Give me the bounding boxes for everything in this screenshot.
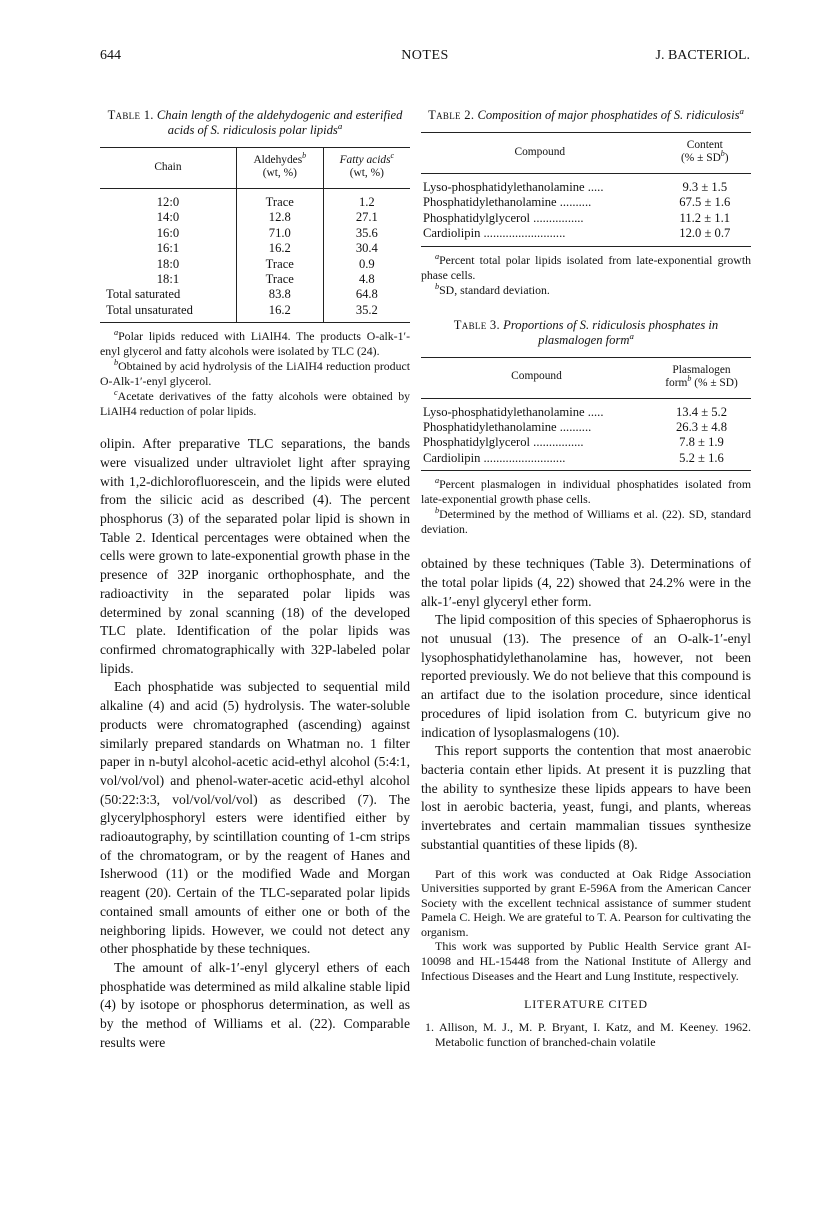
table3-cell-value: 26.3 ± 4.8 xyxy=(676,420,727,435)
table1-col-aldehydes-mark: b xyxy=(302,151,307,161)
left-body-text xyxy=(100,435,410,1052)
table1-cell-fatty: 35.2 xyxy=(323,303,410,323)
table-row xyxy=(100,226,410,241)
table1-footnote xyxy=(100,389,410,419)
table3-footnote xyxy=(421,507,751,537)
table1-cell-aldehydes: 16.2 xyxy=(236,303,323,323)
body-paragraph: The amount of alk-1′-enyl glyceryl ethers of each phosphatide was determined as mild alkaline stable lipid (4) by isotope or phosphorus determination, as well as by the method of Williams et al. (22). Comparable results were xyxy=(100,959,410,1050)
table1-cell-chain: 18:0 xyxy=(156,256,180,271)
table1-col-aldehydes-unit: (wt, %) xyxy=(262,167,297,179)
table-row xyxy=(100,210,410,225)
table2-caption-text: Composition of major phosphatides of S. ridiculosis xyxy=(477,108,740,122)
table2-cell-value: 12.0 ± 0.7 xyxy=(659,226,751,246)
table1-cell-fatty: 1.2 xyxy=(323,189,410,211)
table-row xyxy=(421,398,751,420)
table1-caption-text: Chain length of the aldehydogenic and esterified acids of S. ridiculosis polar lipids xyxy=(156,108,403,137)
right-body-text xyxy=(421,555,751,854)
table2-col-content xyxy=(659,133,751,174)
table-row xyxy=(100,189,410,211)
right-column xyxy=(421,105,751,1049)
table3-col-value-line2: form xyxy=(665,376,688,389)
table1-cell-chain: 18:1 xyxy=(156,272,180,287)
table3-cell-value: 7.8 ± 1.9 xyxy=(679,435,724,450)
table3-cell-name: Phosphatidylglycerol ................ xyxy=(423,435,584,450)
table2-label: Table 2. xyxy=(428,108,475,122)
table1-col-fatty-unit: (wt, %) xyxy=(349,167,384,179)
table3-cell-value: 5.2 ± 1.6 xyxy=(652,451,751,471)
body-paragraph: olipin. After preparative TLC separations, the bands were visualized under ultraviolet light after spraying with 1,2-dichlorofluorescein, and the lipids were eluted from the silicic acid as described (4). The percent phosphorus (3) of the separated polar lipid is shown in Table 2. Identical percentages were obtained when the cells were grown to late-exponential growth phase in the presence of 32P inorganic orthophosphate, and the radioactivity in the separated polar lipids was determined by zonal scanning (18) of the developed TLC plate. Identification of the polar lipids was confirmed chromatographically with 32P-labeled polar lipids. xyxy=(100,436,410,676)
table3-col-value-mark: b xyxy=(687,373,692,383)
table1-col-aldehydes-label: Aldehydes xyxy=(253,154,303,166)
table1-cell-aldehydes: Trace xyxy=(236,257,323,272)
footnote-text: SD, standard deviation. xyxy=(439,282,550,297)
table1-footnote xyxy=(100,329,410,359)
footnote-mark: a xyxy=(435,476,440,486)
table-row xyxy=(421,195,751,210)
body-paragraph: The lipid composition of this species of Sphaerophorus is not unusual (13). The presence of an O-alk-1′-enyl lysophosphatidylethanolamine has, however, not been reported previously. We do not believe that this compound is an artifact due to the isolation procedure, since identical procedures of lipid isolation from C. butyricum give no indication of lysoplasmalogens (10). xyxy=(421,612,751,740)
table1-cell-aldehydes: 83.8 xyxy=(236,287,323,302)
ack-paragraph: This work was supported by Public Health Service grant AI-10098 and HL-15448 from the National Institute of Allergy and Infectious Diseases and the Heart and Lung Institute, respectively. xyxy=(421,939,751,983)
acknowledgments xyxy=(421,867,751,984)
table-row xyxy=(421,435,751,450)
table1-caption xyxy=(104,108,406,138)
ack-paragraph: Part of this work was conducted at Oak Ridge Association Universities supported by grant E-596A from the American Cancer Society with the excellent technical assistance of summer student Pamela C. Heigh. We are grateful to T. A. Pearson for cultivating the organism. xyxy=(421,866,751,939)
footnote-text: Obtained by acid hydrolysis of the LiAlH4 reduction product O-Alk-1′-enyl glycerol. xyxy=(100,359,410,389)
table1-footnote xyxy=(100,359,410,389)
footnote-mark: b xyxy=(435,281,440,291)
table3-cell-name: Lyso-phosphatidylethanolamine ..... xyxy=(423,404,604,419)
reference-item: 1. Allison, M. J., M. P. Bryant, I. Katz, and M. Keeney. 1962. Metabolic function of branched-chain volatile xyxy=(425,1019,751,1049)
page-number: 644 xyxy=(100,48,121,63)
table3-caption xyxy=(425,318,747,348)
table1-cell-fatty: 0.9 xyxy=(323,257,410,272)
table2-cell-name: Lyso-phosphatidylethanolamine ..... xyxy=(423,180,604,194)
table2-caption-mark: a xyxy=(739,105,744,116)
table1-cell-chain: Total saturated xyxy=(106,287,181,302)
footnote-mark: b xyxy=(435,506,440,516)
table2-cell-value: 11.2 ± 1.1 xyxy=(679,210,731,225)
table2-col-compound: Compound xyxy=(514,145,566,158)
table2-footnotes xyxy=(421,253,751,298)
table1-cell-fatty: 30.4 xyxy=(323,241,410,256)
table1-cell-aldehydes: 16.2 xyxy=(236,241,323,256)
table3-col-value-line1: Plasmalogen xyxy=(672,363,731,376)
table2-header-row xyxy=(421,133,751,174)
table1-cell-aldehydes: 71.0 xyxy=(236,226,323,241)
left-column xyxy=(100,108,410,1052)
table-row xyxy=(100,257,410,272)
footnote-text: Polar lipids reduced with LiAlH4. The products O-alk-1′-enyl glycerol and fatty alcohols were isolated by TLC (24). xyxy=(100,329,410,359)
table3 xyxy=(421,357,751,472)
table2-cell-name: Phosphatidylethanolamine .......... xyxy=(423,195,592,210)
table-row xyxy=(100,241,410,256)
table1-cell-fatty: 64.8 xyxy=(323,287,410,302)
table1-cell-aldehydes: Trace xyxy=(236,189,323,211)
table-row xyxy=(100,272,410,287)
table2-footnote xyxy=(421,253,751,283)
footnote-text: Percent total polar lipids isolated from late-exponential growth phase cells. xyxy=(421,252,751,282)
footnote-text: Acetate derivatives of the fatty alcohols were obtained by LiAlH4 reduction of polar lipids. xyxy=(100,389,410,419)
table1-col-aldehydes xyxy=(236,148,323,189)
table3-header-row xyxy=(421,357,751,398)
table3-col-compound: Compound xyxy=(511,370,562,383)
table1-cell-aldehydes: 12.8 xyxy=(236,210,323,225)
table-row xyxy=(421,211,751,226)
section-title: NOTES xyxy=(401,48,449,63)
table3-caption-mark: a xyxy=(629,330,634,341)
table1-footnotes xyxy=(100,329,410,419)
table-row xyxy=(100,287,410,302)
table2-col-content-mark: b xyxy=(720,149,725,159)
table1-col-chain: Chain xyxy=(154,160,182,173)
table1-cell-fatty: 27.1 xyxy=(323,210,410,225)
table1-col-fatty xyxy=(323,148,410,189)
table1-label: Table 1. xyxy=(107,108,154,122)
table3-caption-text: Proportions of S. ridiculosis phosphates in plasmalogen form xyxy=(503,317,719,347)
table1-cell-chain: 12:0 xyxy=(156,195,180,209)
table3-cell-name: Phosphatidylethanolamine .......... xyxy=(423,420,592,435)
body-paragraph: This report supports the contention that most anaerobic bacteria contain ether lipids. At present it is puzzling that the ability to synthesize these lipids appears to have been lost in aerobic bacteria, yeast, fungi, and plants, whereas invertebrates and certain mammalian tissues synthesize substantial quantities of these lipids (8). xyxy=(421,743,751,852)
table1-caption-mark: a xyxy=(337,120,343,131)
table3-footnotes xyxy=(421,477,751,537)
footnote-mark: a xyxy=(435,251,440,261)
table2-cell-value: 9.3 ± 1.5 xyxy=(682,180,728,194)
table2-cell-value: 67.5 ± 1.6 xyxy=(679,195,731,210)
table-row xyxy=(421,174,751,196)
table3-cell-value: 13.4 ± 5.2 xyxy=(676,404,727,419)
body-paragraph: Each phosphatide was subjected to sequential mild alkaline (4) and acid (5) hydrolysis. The water-soluble products were chromatographed (ascending) against similarly prepared standards on Whatman no. 1 filter paper in n-butyl alcohol-acetic acid-ethyl alcohol (5:4:1, vol/vol/vol) and phenol-water-acetic acid-ethyl alcohol (50:22:3:3, vol/vol/vol/vol) as described (7). The glycerylphosphoryl esters were identified either by radioautography, by scintillation counting of 1-cm strips of the chromatogram, or by the reagent of Hanes and Isherwood (11) or the modified Wade and Morgan reagent (20). Certain of the TLC-separated polar lipids contained small amounts of either one or both of the neighboring lipids. However, we could not detect any other phosphatide by these techniques. xyxy=(100,679,410,957)
table1-col-fatty-mark: c xyxy=(390,151,395,161)
table1-cell-aldehydes: Trace xyxy=(236,272,323,287)
table3-footnote xyxy=(421,477,751,507)
footnote-mark: c xyxy=(114,388,118,398)
table1-cell-chain: 16:0 xyxy=(156,225,180,240)
table1-cell-fatty: 4.8 xyxy=(323,272,410,287)
table-row xyxy=(421,226,751,246)
table2-cell-name: Cardiolipin .......................... xyxy=(421,226,659,246)
table1-cell-fatty: 35.6 xyxy=(323,226,410,241)
table1-col-fatty-label: Fatty acids xyxy=(339,154,391,166)
running-header xyxy=(100,48,750,68)
table-row xyxy=(421,451,751,471)
table3-cell-name: Cardiolipin .......................... xyxy=(421,451,652,471)
table1-cell-chain: Total unsaturated xyxy=(100,303,236,323)
table1-cell-chain: 16:1 xyxy=(156,241,180,256)
literature-heading: LITERATURE CITED xyxy=(524,997,648,1012)
footnote-text: Percent plasmalogen in individual phosphatides isolated from late-exponential growth phase cells. xyxy=(421,477,751,507)
table-row xyxy=(421,420,751,435)
table1-header-row xyxy=(100,148,410,189)
table2-caption xyxy=(425,105,747,123)
body-paragraph: obtained by these techniques (Table 3). Determinations of the total polar lipids (4, 22) showed that 24.2% were in the alk-1′-enyl glyceryl ether form. xyxy=(421,556,751,609)
footnote-mark: a xyxy=(114,328,119,338)
table2-footnote xyxy=(421,283,751,298)
table2-col-content-unit: (% ± SD xyxy=(681,152,721,164)
footnote-mark: b xyxy=(114,358,119,368)
journal-name: J. BACTERIOL. xyxy=(655,48,750,63)
table3-col-value xyxy=(652,357,751,398)
footnote-text: Determined by the method of Williams et al. (22). SD, standard deviation. xyxy=(421,507,751,537)
table1-cell-chain: 14:0 xyxy=(156,210,180,225)
table2-col-content-close: ) xyxy=(724,152,729,164)
table1 xyxy=(100,147,410,323)
table2 xyxy=(421,132,751,247)
table3-col-value-unit: (% ± SD) xyxy=(694,376,738,389)
table3-label: Table 3. xyxy=(453,317,500,332)
table2-col-content-label: Content xyxy=(686,139,723,151)
table2-cell-name: Phosphatidylglycerol ................ xyxy=(423,210,584,225)
table-row xyxy=(100,303,410,323)
